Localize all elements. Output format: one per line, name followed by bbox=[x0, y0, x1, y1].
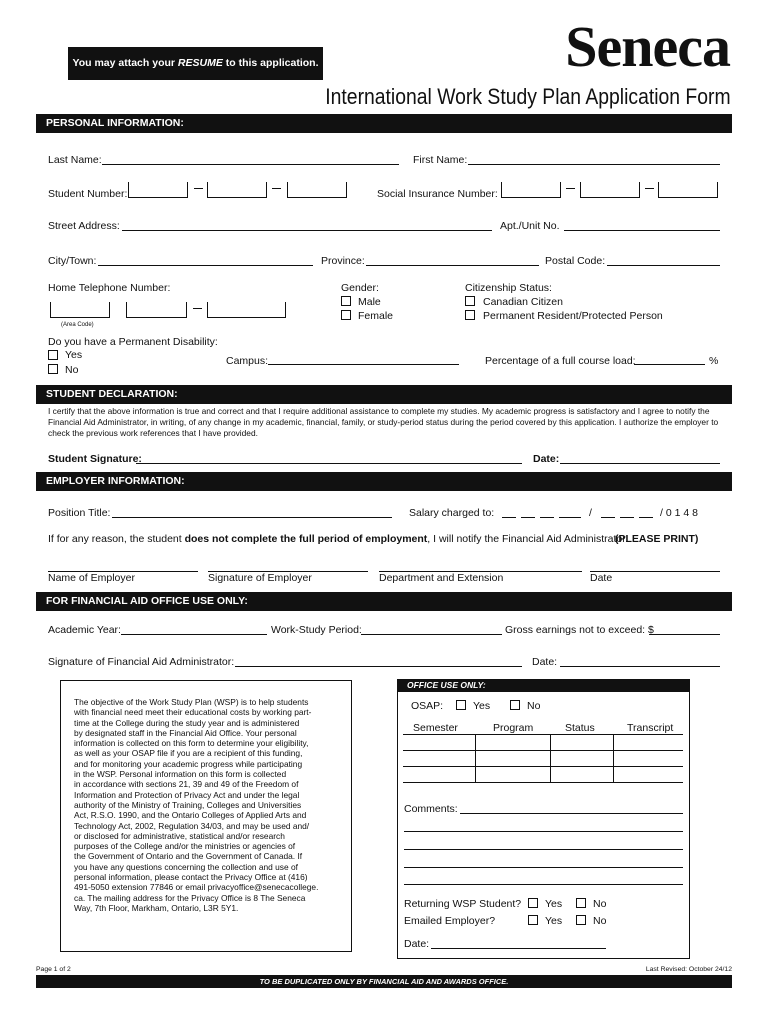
student-number-part-1[interactable] bbox=[128, 182, 188, 198]
campus-label: Campus: bbox=[226, 355, 269, 367]
privacy-line: time at the College during the study year and is administered bbox=[74, 717, 300, 728]
returning-yes-checkbox[interactable] bbox=[528, 898, 538, 908]
percent-sign: % bbox=[709, 355, 719, 367]
comments-line[interactable] bbox=[404, 867, 683, 868]
privacy-line: the Government of Ontario and the Government of Canada. If bbox=[74, 851, 303, 862]
returning-no-label: No bbox=[593, 898, 607, 910]
employer-signature-label: Signature of Employer bbox=[208, 572, 312, 584]
privacy-line: Way, 7th Floor, Markham, Ontario, L3R 5Y1. bbox=[74, 902, 239, 913]
admin-signature-label: Signature of Financial Aid Administrator: bbox=[48, 656, 235, 668]
table-row bbox=[403, 735, 683, 751]
dash bbox=[566, 188, 575, 189]
city-label: City/Town: bbox=[48, 255, 97, 267]
emailed-yes-checkbox[interactable] bbox=[528, 915, 538, 925]
dash bbox=[272, 188, 281, 189]
duplication-notice: TO BE DUPLICATED ONLY BY FINANCIAL AID AND AWARDS OFFICE. bbox=[36, 975, 732, 988]
postal-field[interactable] bbox=[607, 265, 720, 266]
city-field[interactable] bbox=[98, 265, 313, 266]
privacy-line: personal information, please contact the Privacy Office at (416) bbox=[74, 872, 308, 883]
gender-label: Gender: bbox=[341, 282, 379, 294]
office-date-field[interactable] bbox=[431, 948, 606, 949]
returning-no-checkbox[interactable] bbox=[576, 898, 586, 908]
col-semester: Semester bbox=[413, 722, 458, 734]
home-phone-label: Home Telephone Number: bbox=[48, 282, 171, 294]
form-title: International Work Study Plan Application Form bbox=[325, 84, 731, 109]
emailed-yes-label: Yes bbox=[545, 915, 563, 927]
osap-no-label: No bbox=[527, 700, 541, 712]
phone-prefix[interactable] bbox=[126, 302, 187, 318]
salary-code: / 0 1 4 8 bbox=[660, 507, 698, 519]
comments-line[interactable] bbox=[404, 849, 683, 850]
privacy-line: in accordance with sections 21, 39 and 49 of the Freedom of bbox=[74, 779, 299, 790]
please-print: (PLEASE PRINT) bbox=[615, 533, 699, 545]
province-label: Province: bbox=[321, 255, 365, 267]
phone-line[interactable] bbox=[207, 302, 286, 318]
student-date-field[interactable] bbox=[560, 463, 720, 464]
work-period-field[interactable] bbox=[361, 634, 502, 635]
first-name-label: First Name: bbox=[413, 154, 468, 166]
student-number-part-3[interactable] bbox=[287, 182, 347, 198]
gross-label: Gross earnings not to exceed: $ bbox=[505, 624, 654, 636]
disability-no-checkbox[interactable] bbox=[48, 364, 58, 374]
employer-name-label: Name of Employer bbox=[48, 572, 135, 584]
disability-yes-checkbox[interactable] bbox=[48, 350, 58, 360]
male-label: Male bbox=[358, 296, 381, 308]
phone-area-code[interactable] bbox=[50, 302, 110, 318]
declaration-text: I certify that the above information is true and correct and that I require additional assistance to complete my studies. My academic progress is satisfactory and I agree to notify the Financial Aid Administrator, in writing, of any change in my academic, financial, family, or study-period status during the period covered by this application. I authorize the employer to check the previous work references that I have provided. bbox=[48, 406, 719, 438]
salary-digit[interactable] bbox=[502, 517, 516, 518]
privacy-line: by designated staff in the Financial Aid Office. Your personal bbox=[74, 727, 297, 738]
emailed-label: Emailed Employer? bbox=[404, 915, 496, 927]
student-date-label: Date: bbox=[533, 453, 560, 465]
page-number: Page 1 of 2 bbox=[36, 966, 71, 973]
apt-label: Apt./Unit No. bbox=[500, 220, 560, 232]
course-load-label: Percentage of a full course load: bbox=[485, 355, 636, 367]
street-field[interactable] bbox=[122, 230, 492, 231]
permanent-label: Permanent Resident/Protected Person bbox=[483, 310, 663, 322]
course-load-field[interactable] bbox=[634, 364, 705, 365]
last-name-label: Last Name: bbox=[48, 154, 102, 166]
dash bbox=[194, 188, 203, 189]
last-revised: Last Revised: October 24/12 bbox=[645, 966, 732, 973]
col-program: Program bbox=[493, 722, 534, 734]
col-status: Status bbox=[565, 722, 595, 734]
province-field[interactable] bbox=[366, 265, 539, 266]
street-label: Street Address: bbox=[48, 220, 120, 232]
employer-heading: EMPLOYER INFORMATION: bbox=[36, 472, 732, 491]
comments-line[interactable] bbox=[404, 831, 683, 832]
female-label: Female bbox=[358, 310, 394, 322]
permanent-checkbox[interactable] bbox=[465, 310, 475, 320]
dash bbox=[193, 308, 202, 309]
emailed-no-checkbox[interactable] bbox=[576, 915, 586, 925]
emailed-no-label: No bbox=[593, 915, 607, 927]
admin-signature-field[interactable] bbox=[235, 666, 522, 667]
campus-field[interactable] bbox=[268, 364, 459, 365]
salary-digit[interactable] bbox=[601, 517, 615, 518]
academic-year-field[interactable] bbox=[121, 634, 267, 635]
personal-heading: PERSONAL INFORMATION: bbox=[36, 114, 732, 133]
office-use-heading: OFFICE USE ONLY: bbox=[397, 679, 690, 692]
table-row bbox=[403, 767, 683, 783]
privacy-line: and for monitoring your academic progress while participating bbox=[74, 758, 303, 769]
privacy-line: with financial need meet their educational costs by working part- bbox=[74, 707, 312, 718]
privacy-line: Act, R.S.O. 1990, and the Ontario Colleges of Applied Arts and bbox=[74, 810, 307, 821]
office-date-label: Date: bbox=[404, 938, 430, 950]
sin-part-2[interactable] bbox=[580, 182, 640, 198]
sin-part-3[interactable] bbox=[658, 182, 718, 198]
sin-label: Social Insurance Number: bbox=[377, 188, 498, 200]
osap-no-checkbox[interactable] bbox=[510, 700, 520, 710]
student-number-part-2[interactable] bbox=[207, 182, 267, 198]
postal-label: Postal Code: bbox=[545, 255, 606, 267]
first-name-field[interactable] bbox=[468, 164, 720, 165]
disability-no-label: No bbox=[65, 364, 79, 376]
table-row bbox=[403, 751, 683, 767]
student-signature-label: Student Signature: bbox=[48, 453, 142, 465]
female-checkbox[interactable] bbox=[341, 310, 351, 320]
returning-label: Returning WSP Student? bbox=[404, 898, 522, 910]
seneca-logo: Seneca bbox=[565, 14, 730, 79]
gross-field[interactable] bbox=[649, 634, 720, 635]
returning-yes-label: Yes bbox=[545, 898, 563, 910]
privacy-line: information is collected on this form to determine your eligibility, bbox=[74, 738, 309, 749]
comments-line[interactable] bbox=[460, 813, 683, 814]
privacy-line: The objective of the Work Study Plan (WSP) is to help students bbox=[74, 697, 309, 707]
salary-digit[interactable] bbox=[567, 517, 581, 518]
privacy-line: in the WSP. Personal information on this form is collected bbox=[74, 769, 287, 780]
academic-year-label: Academic Year: bbox=[48, 624, 121, 636]
male-checkbox[interactable] bbox=[341, 296, 351, 306]
dash bbox=[645, 188, 654, 189]
apt-field[interactable] bbox=[564, 230, 720, 231]
position-field[interactable] bbox=[112, 517, 392, 518]
finaid-date-field[interactable] bbox=[560, 666, 720, 667]
privacy-line: Information and Protection of Privacy Act and under the legal bbox=[74, 789, 300, 800]
privacy-notice-text bbox=[74, 697, 349, 913]
privacy-line: authority of the Ministry of Training, Colleges and Universities bbox=[74, 799, 302, 810]
disability-label: Do you have a Permanent Disability: bbox=[48, 336, 218, 348]
osap-yes-label: Yes bbox=[473, 700, 491, 712]
citizenship-label: Citizenship Status: bbox=[465, 282, 552, 294]
position-label: Position Title: bbox=[48, 507, 111, 519]
osap-yes-checkbox[interactable] bbox=[456, 700, 466, 710]
comments-line[interactable] bbox=[404, 884, 683, 885]
privacy-line: you have any questions concerning the collection and use of bbox=[74, 861, 298, 872]
student-signature-field[interactable] bbox=[136, 463, 522, 464]
salary-digit[interactable] bbox=[540, 517, 554, 518]
privacy-line: ca. The mailing address for the Privacy Office is 8 The Seneca bbox=[74, 892, 306, 903]
employer-notice: If for any reason, the student does not complete the full period of employment, I will notify the Financial Aid Administrator. bbox=[48, 533, 629, 545]
privacy-line: 491-5050 extension 77846 or email privacyoffice@senecacollege. bbox=[74, 882, 319, 893]
canadian-label: Canadian Citizen bbox=[483, 296, 563, 308]
office-record-table bbox=[403, 735, 683, 783]
department-label: Department and Extension bbox=[379, 572, 504, 584]
salary-digit[interactable] bbox=[639, 517, 653, 518]
disability-yes-label: Yes bbox=[65, 349, 83, 361]
salary-label: Salary charged to: bbox=[409, 507, 495, 519]
work-period-label: Work-Study Period: bbox=[271, 624, 362, 636]
salary-digit[interactable] bbox=[620, 517, 634, 518]
privacy-line: as well as your OSAP file if you are a recipient of this funding, bbox=[74, 748, 303, 759]
last-name-field[interactable] bbox=[102, 164, 399, 165]
privacy-line: purposes of the College and/or the ministries or agencies of bbox=[74, 841, 296, 852]
declaration-heading: STUDENT DECLARATION: bbox=[36, 385, 732, 404]
privacy-line: Technology Act, 2002, Regulation 34/03, and may be used and/ bbox=[74, 820, 310, 831]
employer-date-label: Date bbox=[590, 572, 613, 584]
sin-part-1[interactable] bbox=[501, 182, 561, 198]
area-code-label: (Area Code) bbox=[61, 322, 94, 328]
resume-note: You may attach your RESUME to this application. bbox=[68, 47, 323, 80]
salary-slash: / bbox=[589, 507, 592, 519]
comments-label: Comments: bbox=[404, 803, 458, 815]
salary-digit[interactable] bbox=[521, 517, 535, 518]
finaid-heading: FOR FINANCIAL AID OFFICE USE ONLY: bbox=[36, 592, 732, 611]
col-transcript: Transcript bbox=[627, 722, 674, 734]
canadian-checkbox[interactable] bbox=[465, 296, 475, 306]
privacy-line: or disclosed for administrative, statistical and/or research bbox=[74, 830, 285, 841]
finaid-date-label: Date: bbox=[532, 656, 558, 668]
student-number-label: Student Number: bbox=[48, 188, 128, 200]
osap-label: OSAP: bbox=[411, 700, 444, 712]
